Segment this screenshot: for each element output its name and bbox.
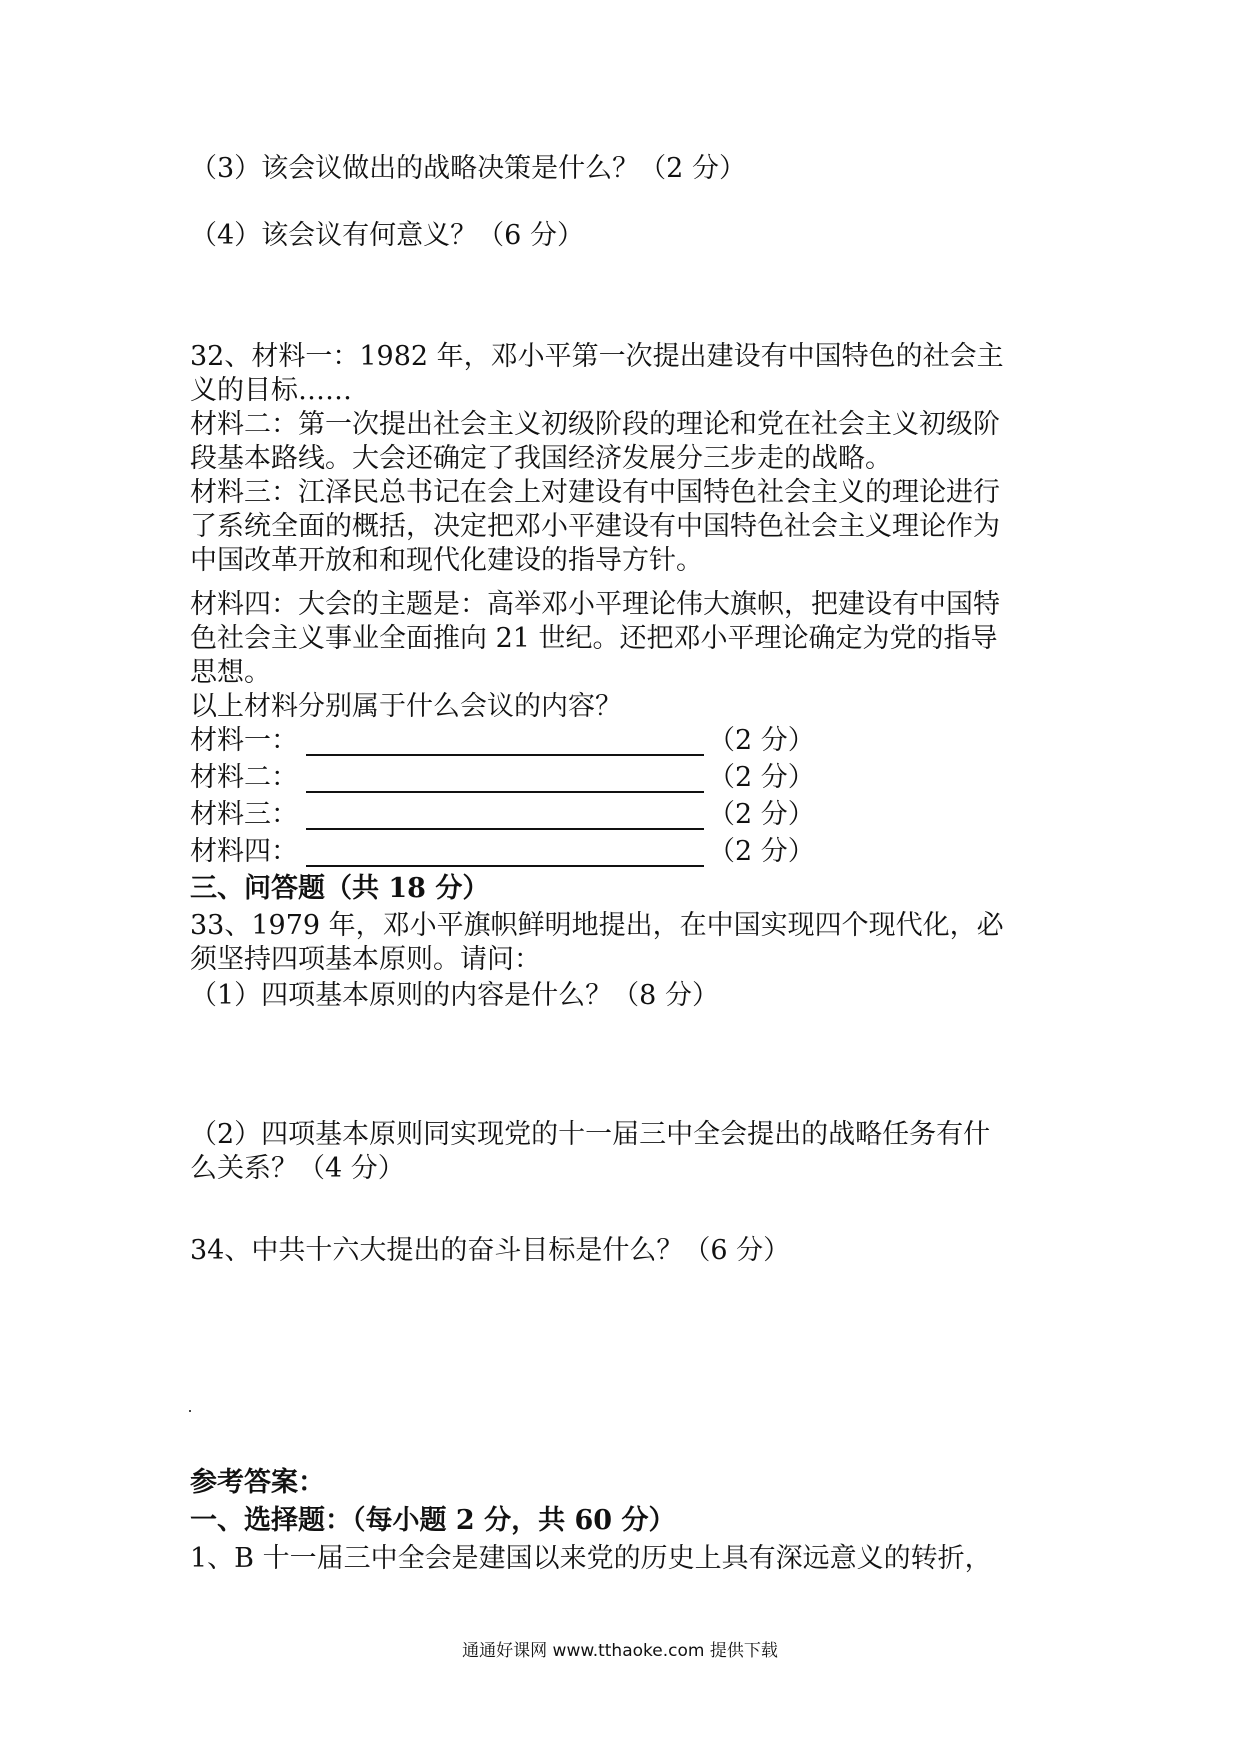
q32-line: 色社会主义事业全面推向 21 世纪。还把邓小平理论确定为党的指导 [190, 623, 998, 654]
q34: 34、中共十六大提出的奋斗目标是什么？（6 分） [190, 1235, 791, 1266]
answer-blank[interactable] [306, 754, 704, 756]
q33-line: 须坚持四项基本原则。请问： [190, 944, 541, 975]
q33-2-line: 么关系？（4 分） [190, 1153, 405, 1184]
blank-points: （2 分） [708, 799, 815, 830]
q32-line: 材料三：江泽民总书记在会上对建设有中国特色社会主义的理论进行 [190, 477, 1000, 508]
blank-label: 材料一： [190, 725, 298, 756]
answer-blank[interactable] [306, 865, 704, 867]
q32-line: 思想。 [190, 657, 271, 688]
page-footer: 通通好课网 www.tthaoke.com 提供下载 [462, 1641, 778, 1661]
answer-blank[interactable] [306, 828, 704, 830]
blank-points: （2 分） [708, 725, 815, 756]
answers-title: 参考答案： [190, 1467, 325, 1498]
answer-blank[interactable] [306, 791, 704, 793]
answer-line: 1、B 十一届三中全会是建国以来党的历史上具有深远意义的转折， [190, 1543, 992, 1574]
blank-label: 材料三： [190, 799, 298, 830]
q32-line: 段基本路线。大会还确定了我国经济发展分三步走的战略。 [190, 443, 892, 474]
q32-line: 材料四：大会的主题是：高举邓小平理论伟大旗帜，把建设有中国特 [190, 589, 1000, 620]
answers-section1-title: 一、选择题：（每小题 2 分，共 60 分） [190, 1505, 676, 1536]
q31-4: （4）该会议有何意义？（6 分） [190, 220, 584, 251]
q33-2-line: （2）四项基本原则同实现党的十一届三中全会提出的战略任务有什 [190, 1119, 991, 1150]
blank-label: 材料四： [190, 836, 298, 867]
blank-row [190, 761, 815, 795]
blank-row [190, 835, 815, 869]
q32-line: 32、材料一：1982 年，邓小平第一次提出建设有中国特色的社会主 [190, 341, 1004, 372]
q32-line: 以上材料分别属于什么会议的内容？ [190, 691, 622, 722]
blank-row [190, 798, 815, 832]
q32-line: 中国改革开放和和现代化建设的指导方针。 [190, 545, 703, 576]
q32-line: 义的目标…… [190, 375, 352, 406]
blank-points: （2 分） [708, 762, 815, 793]
scan-speck [189, 1410, 191, 1412]
q33-line: 33、1979 年，邓小平旗帜鲜明地提出，在中国实现四个现代化，必 [190, 910, 1004, 941]
section3-title: 三、问答题（共 18 分） [190, 873, 490, 904]
q32-line: 材料二：第一次提出社会主义初级阶段的理论和党在社会主义初级阶 [190, 409, 1000, 440]
q31-3: （3）该会议做出的战略决策是什么？（2 分） [190, 153, 746, 184]
q32-line: 了系统全面的概括，决定把邓小平建设有中国特色社会主义理论作为 [190, 511, 1000, 542]
blank-label: 材料二： [190, 762, 298, 793]
q33-line: （1）四项基本原则的内容是什么？（8 分） [190, 980, 719, 1011]
blank-points: （2 分） [708, 836, 815, 867]
blank-row [190, 724, 815, 758]
